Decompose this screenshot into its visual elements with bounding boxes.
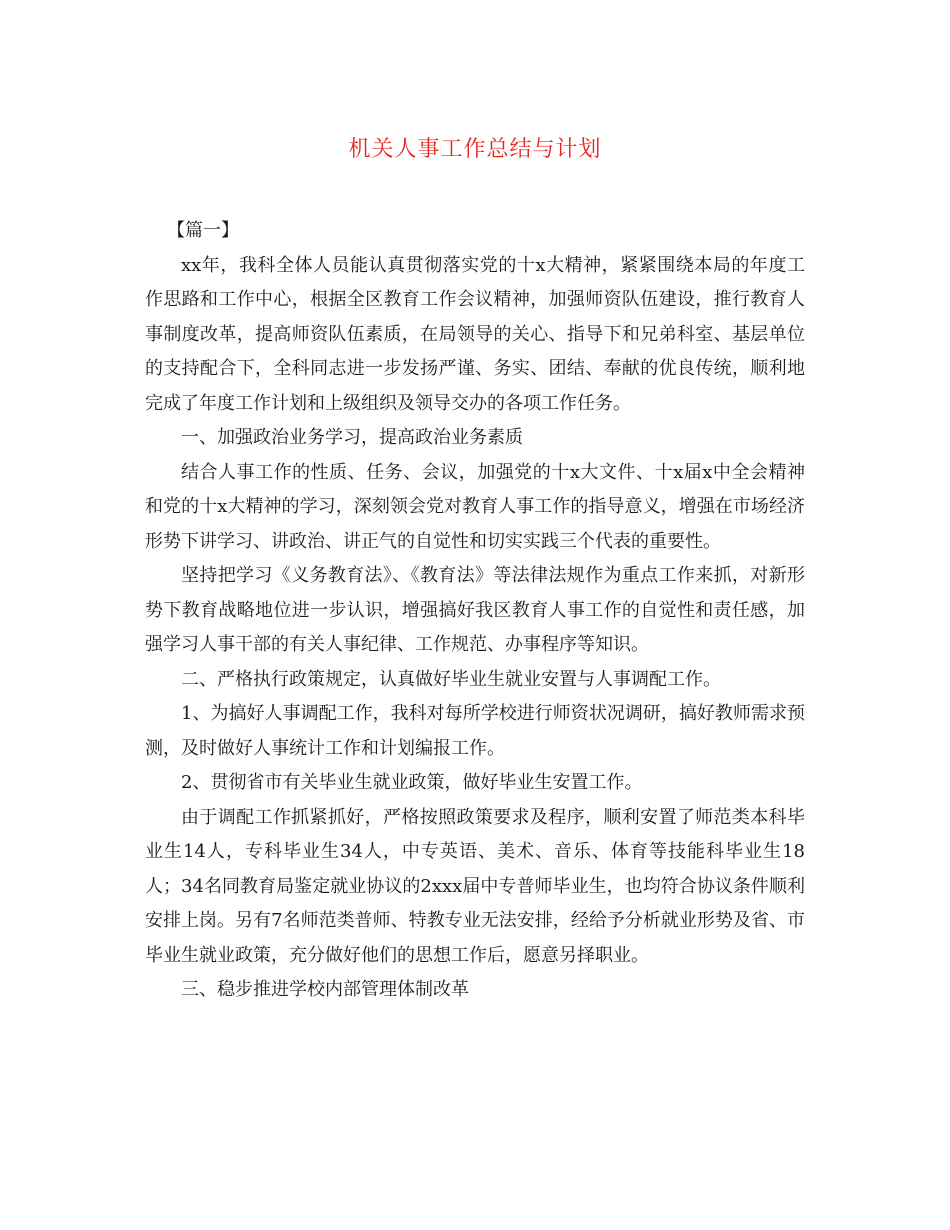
paragraph: 由于调配工作抓紧抓好，严格按照政策要求及程序，顺利安置了师范类本科毕业生14人，专科毕业生34人，中专英语、美术、音乐、体育等技能科毕业生18人；34名同教育局鉴定就业协议的2xxx届中专普师毕业生，也均符合协议条件顺利安排上岗。另有7名师范类普师、特教专业无法安排，经给予分析就业形势及省、市毕业生就业政策，充分做好他们的思想工作后，愿意另择职业。	[145, 806, 805, 966]
paragraph: 坚持把学习《义务教育法》、《教育法》等法律法规作为重点工作来抓，对新形势下教育战略地位进一步认识，增强搞好我区教育人事工作的自觉性和责任感，加强学习人事干部的有关人事纪律、工作规范、办事程序等知识。	[145, 565, 805, 655]
section-tag: 【篇一】	[167, 220, 239, 241]
heading-section-3: 三、稳步推进学校内部管理体制改革	[181, 979, 469, 1000]
document-title: 机关人事工作总结与计划	[348, 137, 602, 162]
paragraph-intro: xx年，我科全体人员能认真贯彻落实党的十x大精神，紧紧围绕本局的年度工作思路和工作中心，根据全区教育工作会议精神，加强师资队伍建设，推行教育人事制度改革，提高师资队伍素质，在局领导的关心、指导下和兄弟科室、基层单位的支持配合下，全科同志进一步发扬严谨、务实、团结、奉献的优良传统，顺利地完成了年度工作计划和上级组织及领导交办的各项工作任务。	[145, 254, 805, 414]
paragraph: 2、贯彻省市有关毕业生就业政策，做好毕业生安置工作。	[181, 772, 643, 793]
paragraph: 结合人事工作的性质、任务、会议，加强党的十x大文件、十x届x中全会精神和党的十x大精神的学习，深刻领会党对教育人事工作的指导意义，增强在市场经济形势下讲学习、讲政治、讲正气的自觉性和切实实践三个代表的重要性。	[145, 461, 805, 552]
paragraph: 1、为搞好人事调配工作，我科对每所学校进行师资状况调研，搞好教师需求预测，及时做好人事统计工作和计划编报工作。	[145, 703, 805, 759]
document-body	[145, 214, 805, 1008]
heading-section-1: 一、加强政治业务学习，提高政治业务素质	[181, 427, 523, 448]
heading-section-2: 二、严格执行政策规定，认真做好毕业生就业安置与人事调配工作。	[181, 668, 721, 690]
